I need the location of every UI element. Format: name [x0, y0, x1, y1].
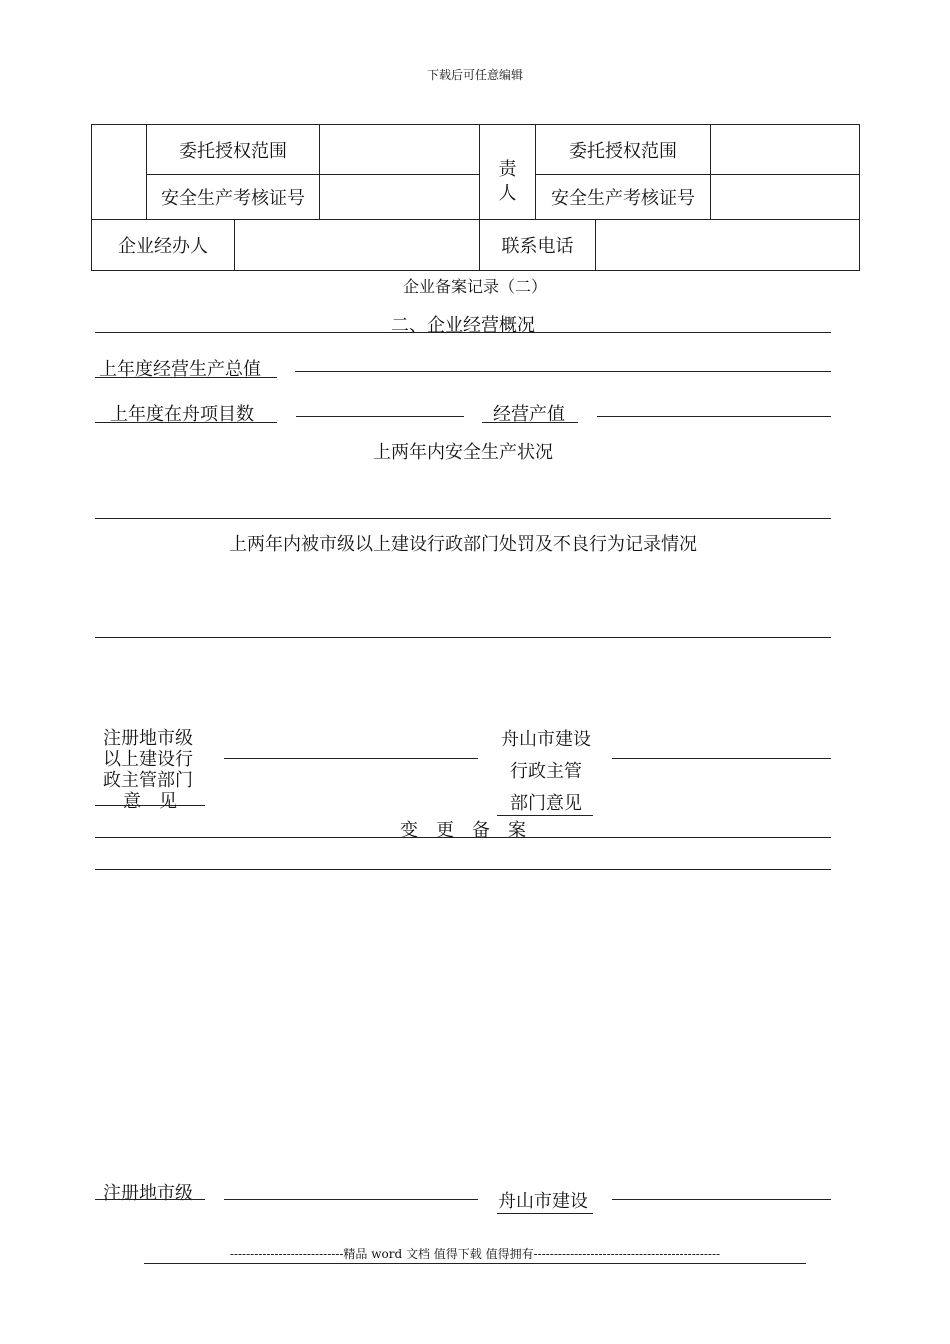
change-record-title: 变 更 备 案: [400, 820, 526, 841]
change-record-field[interactable]: [95, 869, 831, 870]
safety-status-title: 上两年内安全生产状况: [373, 442, 553, 463]
penalty-field[interactable]: [95, 637, 831, 638]
label-underline: [497, 1213, 593, 1214]
label-underline: [95, 1199, 205, 1200]
safety-cert-value-right[interactable]: [711, 175, 860, 220]
record-title: 企业备案记录（二）: [402, 277, 547, 296]
prev-projects-label: 上年度在舟项目数: [110, 404, 254, 425]
info-table: [91, 124, 860, 271]
blank-cell: [92, 125, 147, 220]
reg-dept-opinion-field[interactable]: [224, 758, 478, 759]
footer-underline: [144, 1263, 806, 1264]
agent-value[interactable]: [235, 220, 480, 271]
responsible-char-2: 人: [498, 183, 517, 204]
safety-cert-label-right: 安全生产考核证号: [536, 175, 711, 220]
change-zhoushan-field[interactable]: [612, 1199, 831, 1200]
output-value-label: 经营产值: [493, 404, 565, 425]
phone-value[interactable]: [596, 220, 860, 271]
label-underline: [95, 422, 277, 423]
auth-scope-label-left: 委托授权范围: [147, 125, 320, 175]
divider: [95, 837, 831, 838]
auth-scope-label-right: 委托授权范围: [536, 125, 711, 175]
penalty-title: 上两年内被市级以上建设行政部门处罚及不良行为记录情况: [229, 534, 697, 555]
reg-dept-opinion-label: 注册地市级 以上建设行 政主管部门 意 见: [103, 728, 193, 812]
auth-scope-value-right[interactable]: [711, 125, 860, 175]
safety-cert-value-left[interactable]: [320, 175, 480, 220]
zhoushan-opinion-label: 舟山市建设 行政主管 部门意见: [501, 729, 591, 814]
prev-projects-field[interactable]: [296, 416, 464, 417]
page-footer: ----------------------------精品 word 文档 值得下载 值得拥有----------------------------------------------: [229, 1247, 721, 1261]
label-underline: [95, 805, 205, 806]
change-zhoushan-label: 舟山市建设: [498, 1191, 588, 1212]
output-value-field[interactable]: [597, 416, 831, 417]
change-reg-dept-field[interactable]: [224, 1199, 478, 1200]
change-reg-dept-label: 注册地市级: [103, 1183, 193, 1204]
page-header-note: 下载后可任意编辑: [426, 68, 523, 82]
agent-label: 企业经办人: [92, 220, 235, 271]
responsible-cell: [480, 125, 536, 220]
safety-cert-label-left: 安全生产考核证号: [147, 175, 320, 220]
section-title: 二、企业经营概况: [391, 315, 535, 336]
prev-output-field[interactable]: [295, 371, 831, 372]
safety-status-field[interactable]: [95, 518, 831, 519]
responsible-char-1: 责: [498, 159, 517, 180]
phone-label: 联系电话: [480, 220, 596, 271]
zhoushan-opinion-field[interactable]: [612, 758, 831, 759]
divider: [95, 332, 831, 333]
prev-output-label: 上年度经营生产总值: [99, 359, 261, 380]
label-underline: [482, 422, 578, 423]
auth-scope-value-left[interactable]: [320, 125, 480, 175]
label-underline: [95, 377, 277, 378]
